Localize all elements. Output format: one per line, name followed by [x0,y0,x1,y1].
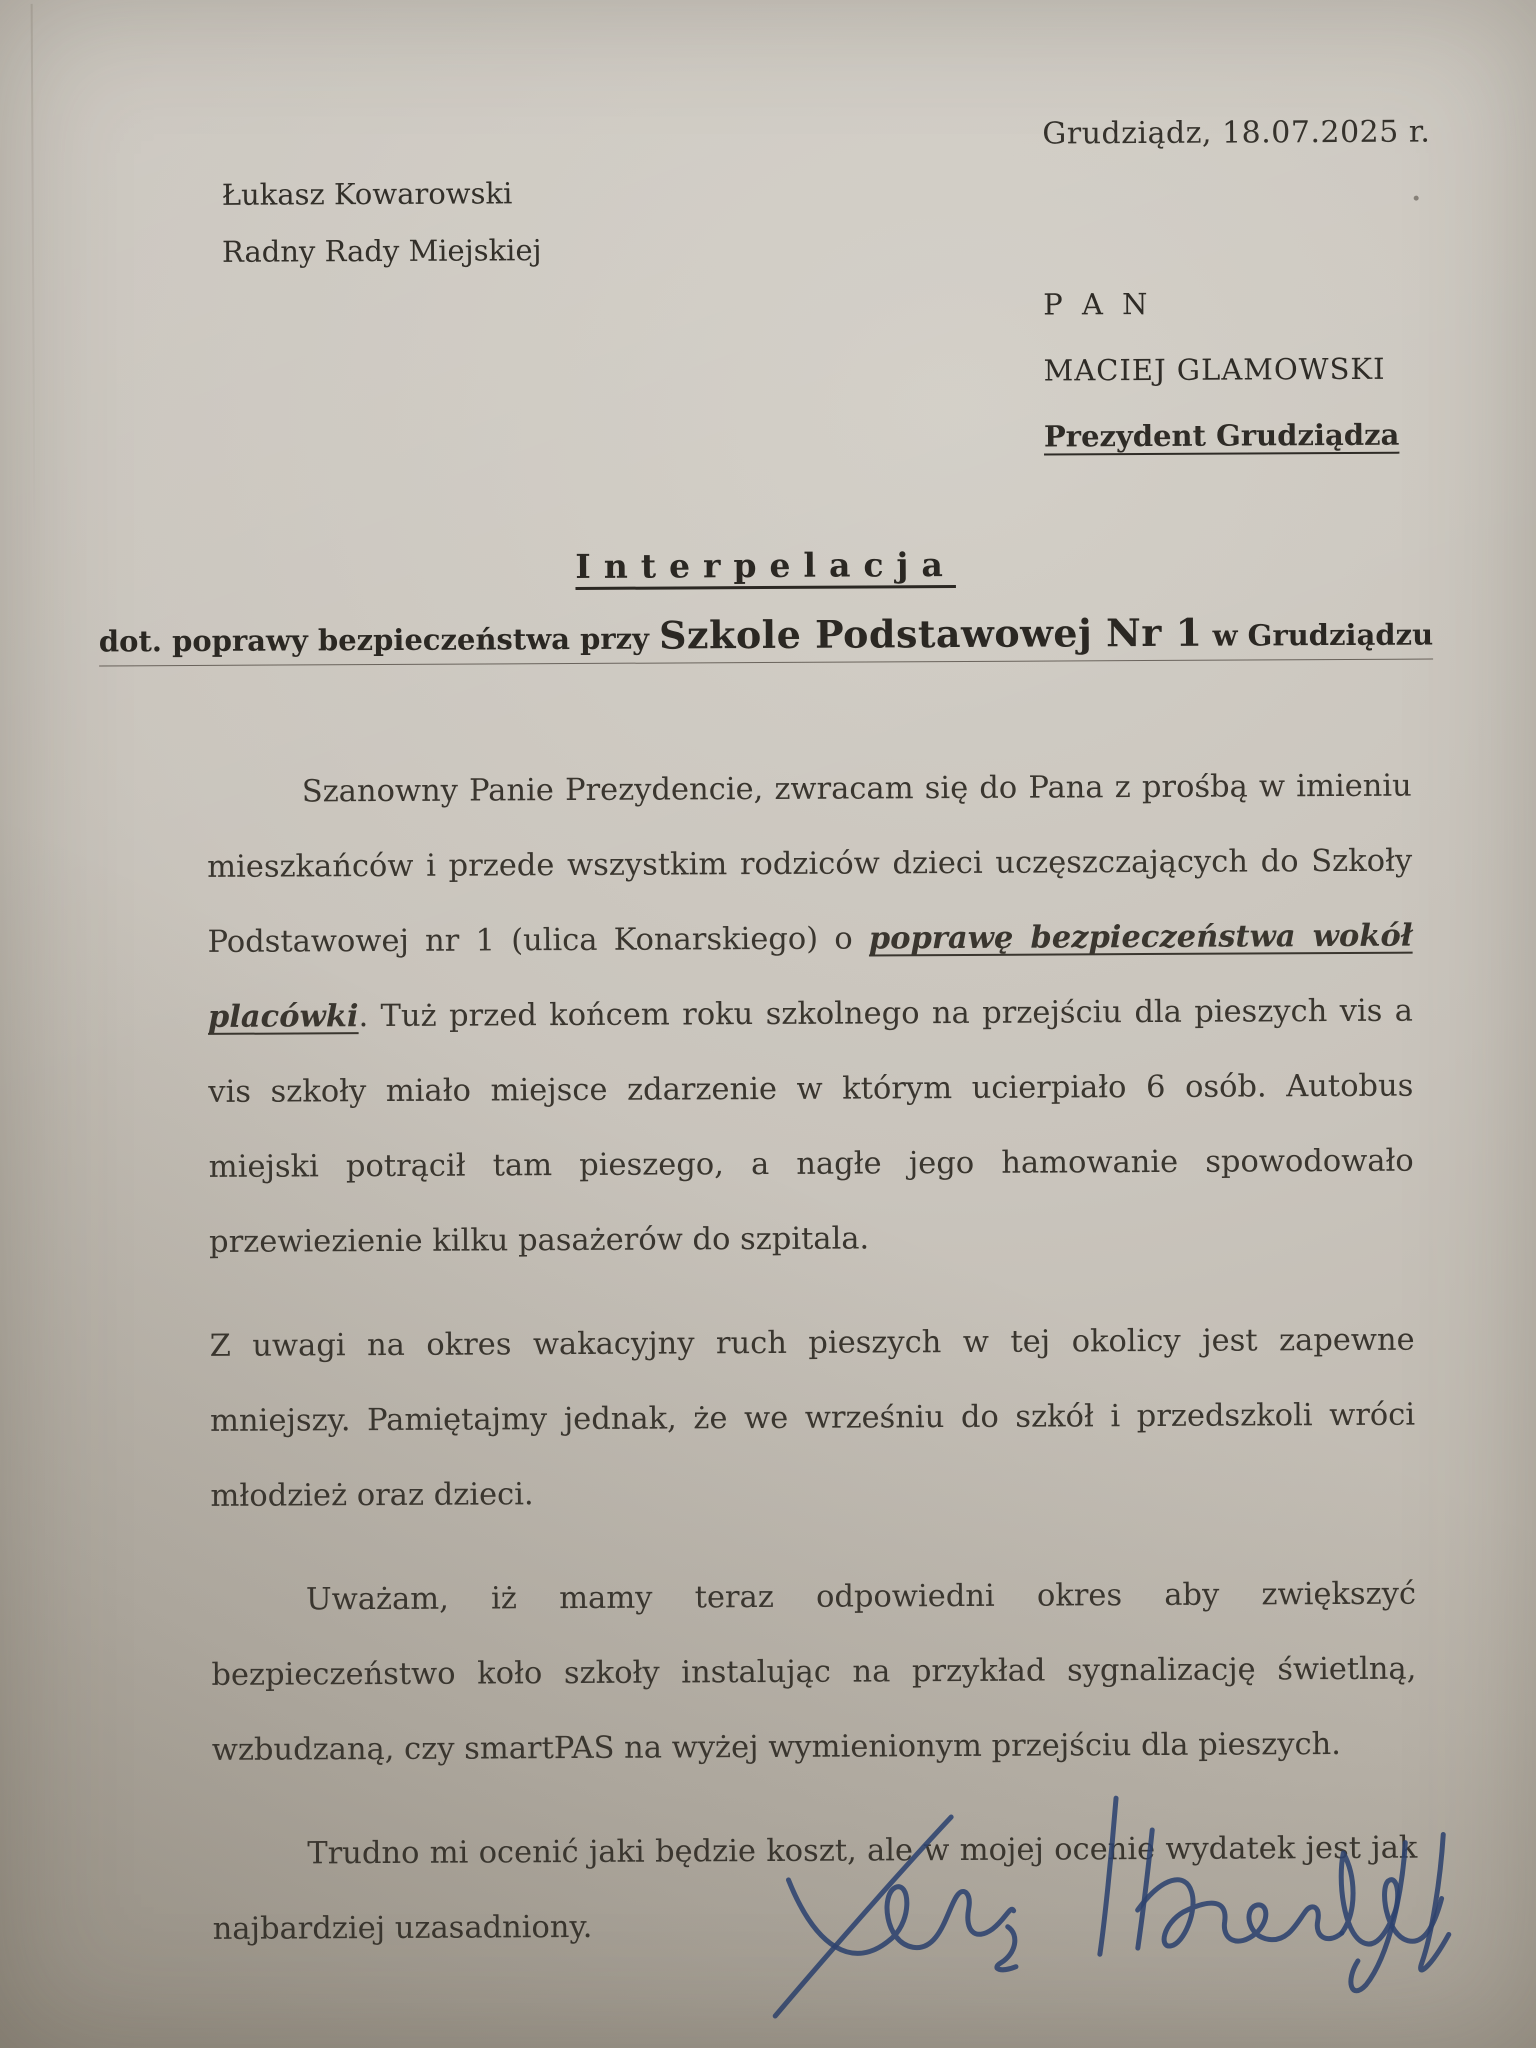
recipient-name: MACIEJ GLAMOWSKI [1043,351,1386,388]
letter-title-text: Interpelacja [575,545,956,587]
paper-speck [1414,196,1419,201]
letter-subject [0,608,1534,667]
recipient-salutation: P A N [1043,286,1153,322]
letter-title [0,542,1534,589]
recipient-role: Prezydent Grudziądza [1043,417,1400,454]
sender-name: Łukasz Kowarowski [221,176,513,212]
body-text-segment: poprawę bezpieczeństwa wokół placówki [207,917,1413,1035]
dateline: Grudziądz, 18.07.2025 r. [1042,114,1431,152]
handwritten-signature [716,1784,1517,2048]
letter-subject-line [99,609,1434,667]
body-text-segment: Uważam, iż mamy teraz odpowiedni okres aby zwiększyć bezpieczeństwo koło szkoły instalując na przykład sygnalizację świetlną, wzbudzaną, czy smartPAS na wyżej wymienionym przejściu dla pieszych. [211,1576,1417,1768]
body-text-segment: Szanowny Panie Prezydencie, zwracam się do Pana z prośbą w imieniu mieszkańców i przede wszystkim rodziców dzieci uczęszczających do Szkoły Podstawowej nr 1 (ulica Konarskiego) o [207,768,1413,960]
body-text-segment: Trudno mi ocenić jaki będzie koszt, ale w mojej ocenie wydatek jest jak najbardziej uzasadniony. [212,1830,1418,1947]
sender-role: Radny Rady Miejskiej [221,233,542,269]
subject-prefix: dot. poprawy bezpieczeństwa przy [98,621,660,659]
recipient-block [1043,286,1400,489]
body-text-segment: . Tuż przed końcem roku szkolnego na przejściu dla pieszych vis a vis szkoły miało miejsce zdarzenie w którym ucierpiało 6 osób. Autobus miejski potrącił tam pieszego, a nagłe jego hamowanie spowodowało przewiezienie kilku pasażerów do szpitala. [208,993,1414,1260]
sender-block [221,176,542,295]
body-paragraph [209,1303,1415,1534]
signature-ink-icon [716,1784,1517,2048]
subject-suffix: w Grudziądzu [1202,617,1434,653]
body-paragraph [207,749,1415,1280]
body-text-segment: Z uwagi na okres wakacyjny ruch pieszych w tej okolicy jest zapewne mniejszy. Pamiętajmy jednak, że we wrześniu do szkół i przedszkoli wróci młodzież oraz dzieci. [209,1322,1416,1514]
paper-edge-line [31,4,36,544]
body-paragraph [211,1557,1417,1788]
subject-main: Szkole Podstawowej Nr 1 [658,609,1203,658]
